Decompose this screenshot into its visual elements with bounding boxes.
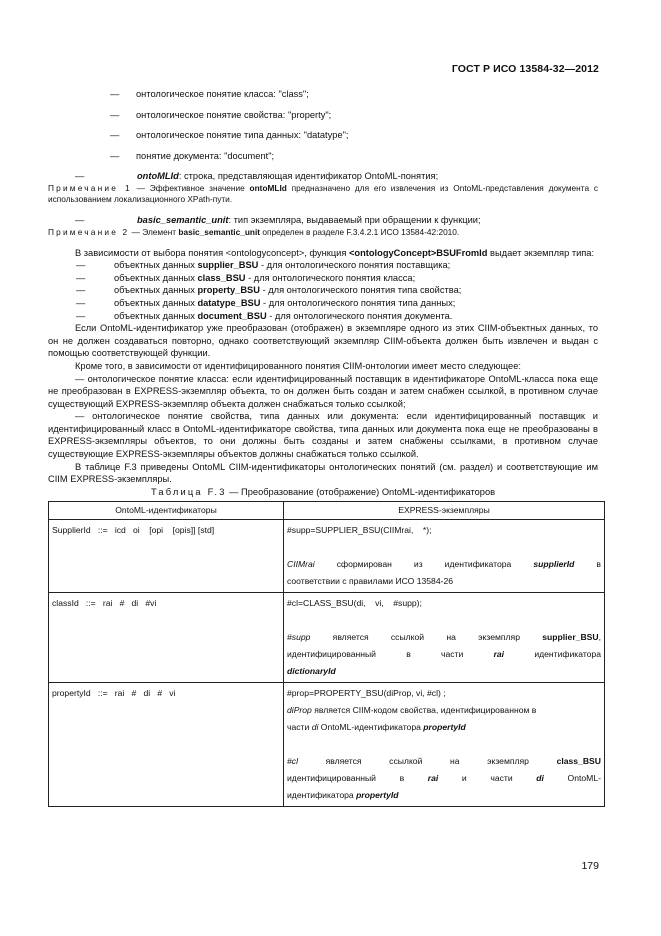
list-item: — онтологическое понятие класса: "class"; bbox=[110, 89, 309, 99]
table-cell: #supp=SUPPLIER_BSU(CIIMrai, *); CIIMrai сформирован из идентификатора supplierId в соответствии с правилами ИСО 13584-26 bbox=[284, 520, 605, 593]
table-caption: Таблица F.3 — Преобразование (отображение) OntoML-идентификаторов bbox=[150, 486, 496, 497]
table-row bbox=[49, 520, 605, 593]
list-item: — объектных данных document_BSU - для онтологического понятия документа. bbox=[76, 310, 453, 321]
table-row bbox=[49, 683, 605, 807]
column-header: EXPRESS-экземпляры bbox=[284, 502, 605, 520]
list-item: — объектных данных class_BSU - для онтологического понятия класса; bbox=[76, 272, 416, 283]
table-cell: SupplierId ::= icd oi [opi [opis]] [std] bbox=[49, 520, 284, 593]
paragraph: В таблице F.3 приведены OntoML CIIM-идентификаторы онтологических понятий (см. раздел) и соответствующие им CIIM EXPRESS-экземпляры. bbox=[48, 461, 598, 485]
bsu-definition: — basic_semantic_unit: тип экземпляра, выдаваемый при обращении к функции; bbox=[75, 214, 481, 225]
table-cell: classId ::= rai # di #vi bbox=[49, 593, 284, 683]
list-item: — объектных данных datatype_BSU - для онтологического понятия типа данных; bbox=[76, 297, 456, 308]
table-cell: #prop=PROPERTY_BSU(diProp, vi, #cl) ; diProp является CIIM-кодом свойства, идентифицированном в части di OntoML-идентификатора propertyId #cl является ссылкой на экземпляр class_BSU идентифицированный в rai и части di OntoML- идентификатора propertyId bbox=[284, 683, 605, 807]
bsu-type-list bbox=[48, 259, 598, 322]
note-1: Примечание 1 — Эффективное значение ontoMLId предназначено для его извлечения из OntoML-представления документа с использованием локализационного XPath-пути. bbox=[48, 182, 599, 204]
page-number: 179 bbox=[581, 860, 599, 872]
list-item: — объектных данных property_BSU - для онтологического понятия типа свойства; bbox=[76, 285, 462, 296]
list-item: — онтологическое понятие типа данных: "datatype"; bbox=[110, 130, 349, 141]
list-item: — объектных данных supplier_BSU - для онтологического понятия поставщика; bbox=[76, 260, 451, 271]
table-row bbox=[49, 593, 605, 683]
mapping-table bbox=[48, 501, 605, 807]
ontomlid-definition: — ontoMLId: строка, представляющая идентификатор OntoML-понятия; bbox=[75, 171, 439, 182]
table-cell: #cl=CLASS_BSU(di, vi, #supp); #supp является ссылкой на экземпляр supplier_BSU, идентифицированный в части rai идентификатора dictionaryId bbox=[284, 593, 605, 683]
paragraph: Кроме того, в зависимости от идентифицированного понятия CIIM-онтологии имеет место следующее: bbox=[75, 360, 521, 371]
paragraph: Если OntoML-идентификатор уже преобразован (отображен) в экземпляре одного из этих CIIM-объектных данных, то он не должен создаваться повторно, однако соответствующий экземпляр CIIM-объекта должен быть извлечен и выдан с помощью соответствующей функции. bbox=[48, 323, 598, 359]
paragraph: — онтологическое понятие свойства, типа данных или документа: если идентифицированный поставщик и идентифицированный класс в OntoML-идентификаторе свойства, типа данных или документа пока еще не преобразованы в EXPRESS-экземпляры объектов, то они должны быть созданы и затем снабжены ссылками, в противном случае существующие EXPRESS-экземпляры объектов должны снабжаться только ссылкой. bbox=[48, 411, 598, 460]
page-content bbox=[48, 88, 601, 807]
paragraph: — онтологическое понятие класса: если идентифицированный поставщик в идентификаторе OntoML-класса пока еще не преобразован в EXPRESS-экземпляр объекта, то он должен быть создан и затем снабжен ссылкой, в противном случае существующий EXPRESS-экземпляр объекта должен снабжаться только ссылкой; bbox=[48, 373, 598, 409]
concept-list bbox=[48, 88, 598, 162]
table-header-row bbox=[49, 502, 605, 520]
note-2: Примечание 2 — Элемент basic_semantic_unit определен в разделе F.3.4.2.1 ИСО 13584-42:2010. bbox=[48, 226, 460, 237]
table-cell: propertyId ::= rai # di # vi bbox=[49, 683, 284, 807]
column-header: OntoML-идентификаторы bbox=[49, 502, 284, 520]
list-item: — понятие документа: "document"; bbox=[110, 150, 275, 161]
list-item: — онтологическое понятие свойства: "property"; bbox=[110, 109, 332, 120]
document-header: ГОСТ Р ИСО 13584-32—2012 bbox=[451, 63, 599, 75]
paragraph: В зависимости от выбора понятия <ontologyconcept>, функция <ontologyConcept>BSUFromId выдает экземпляр типа: bbox=[75, 247, 595, 258]
